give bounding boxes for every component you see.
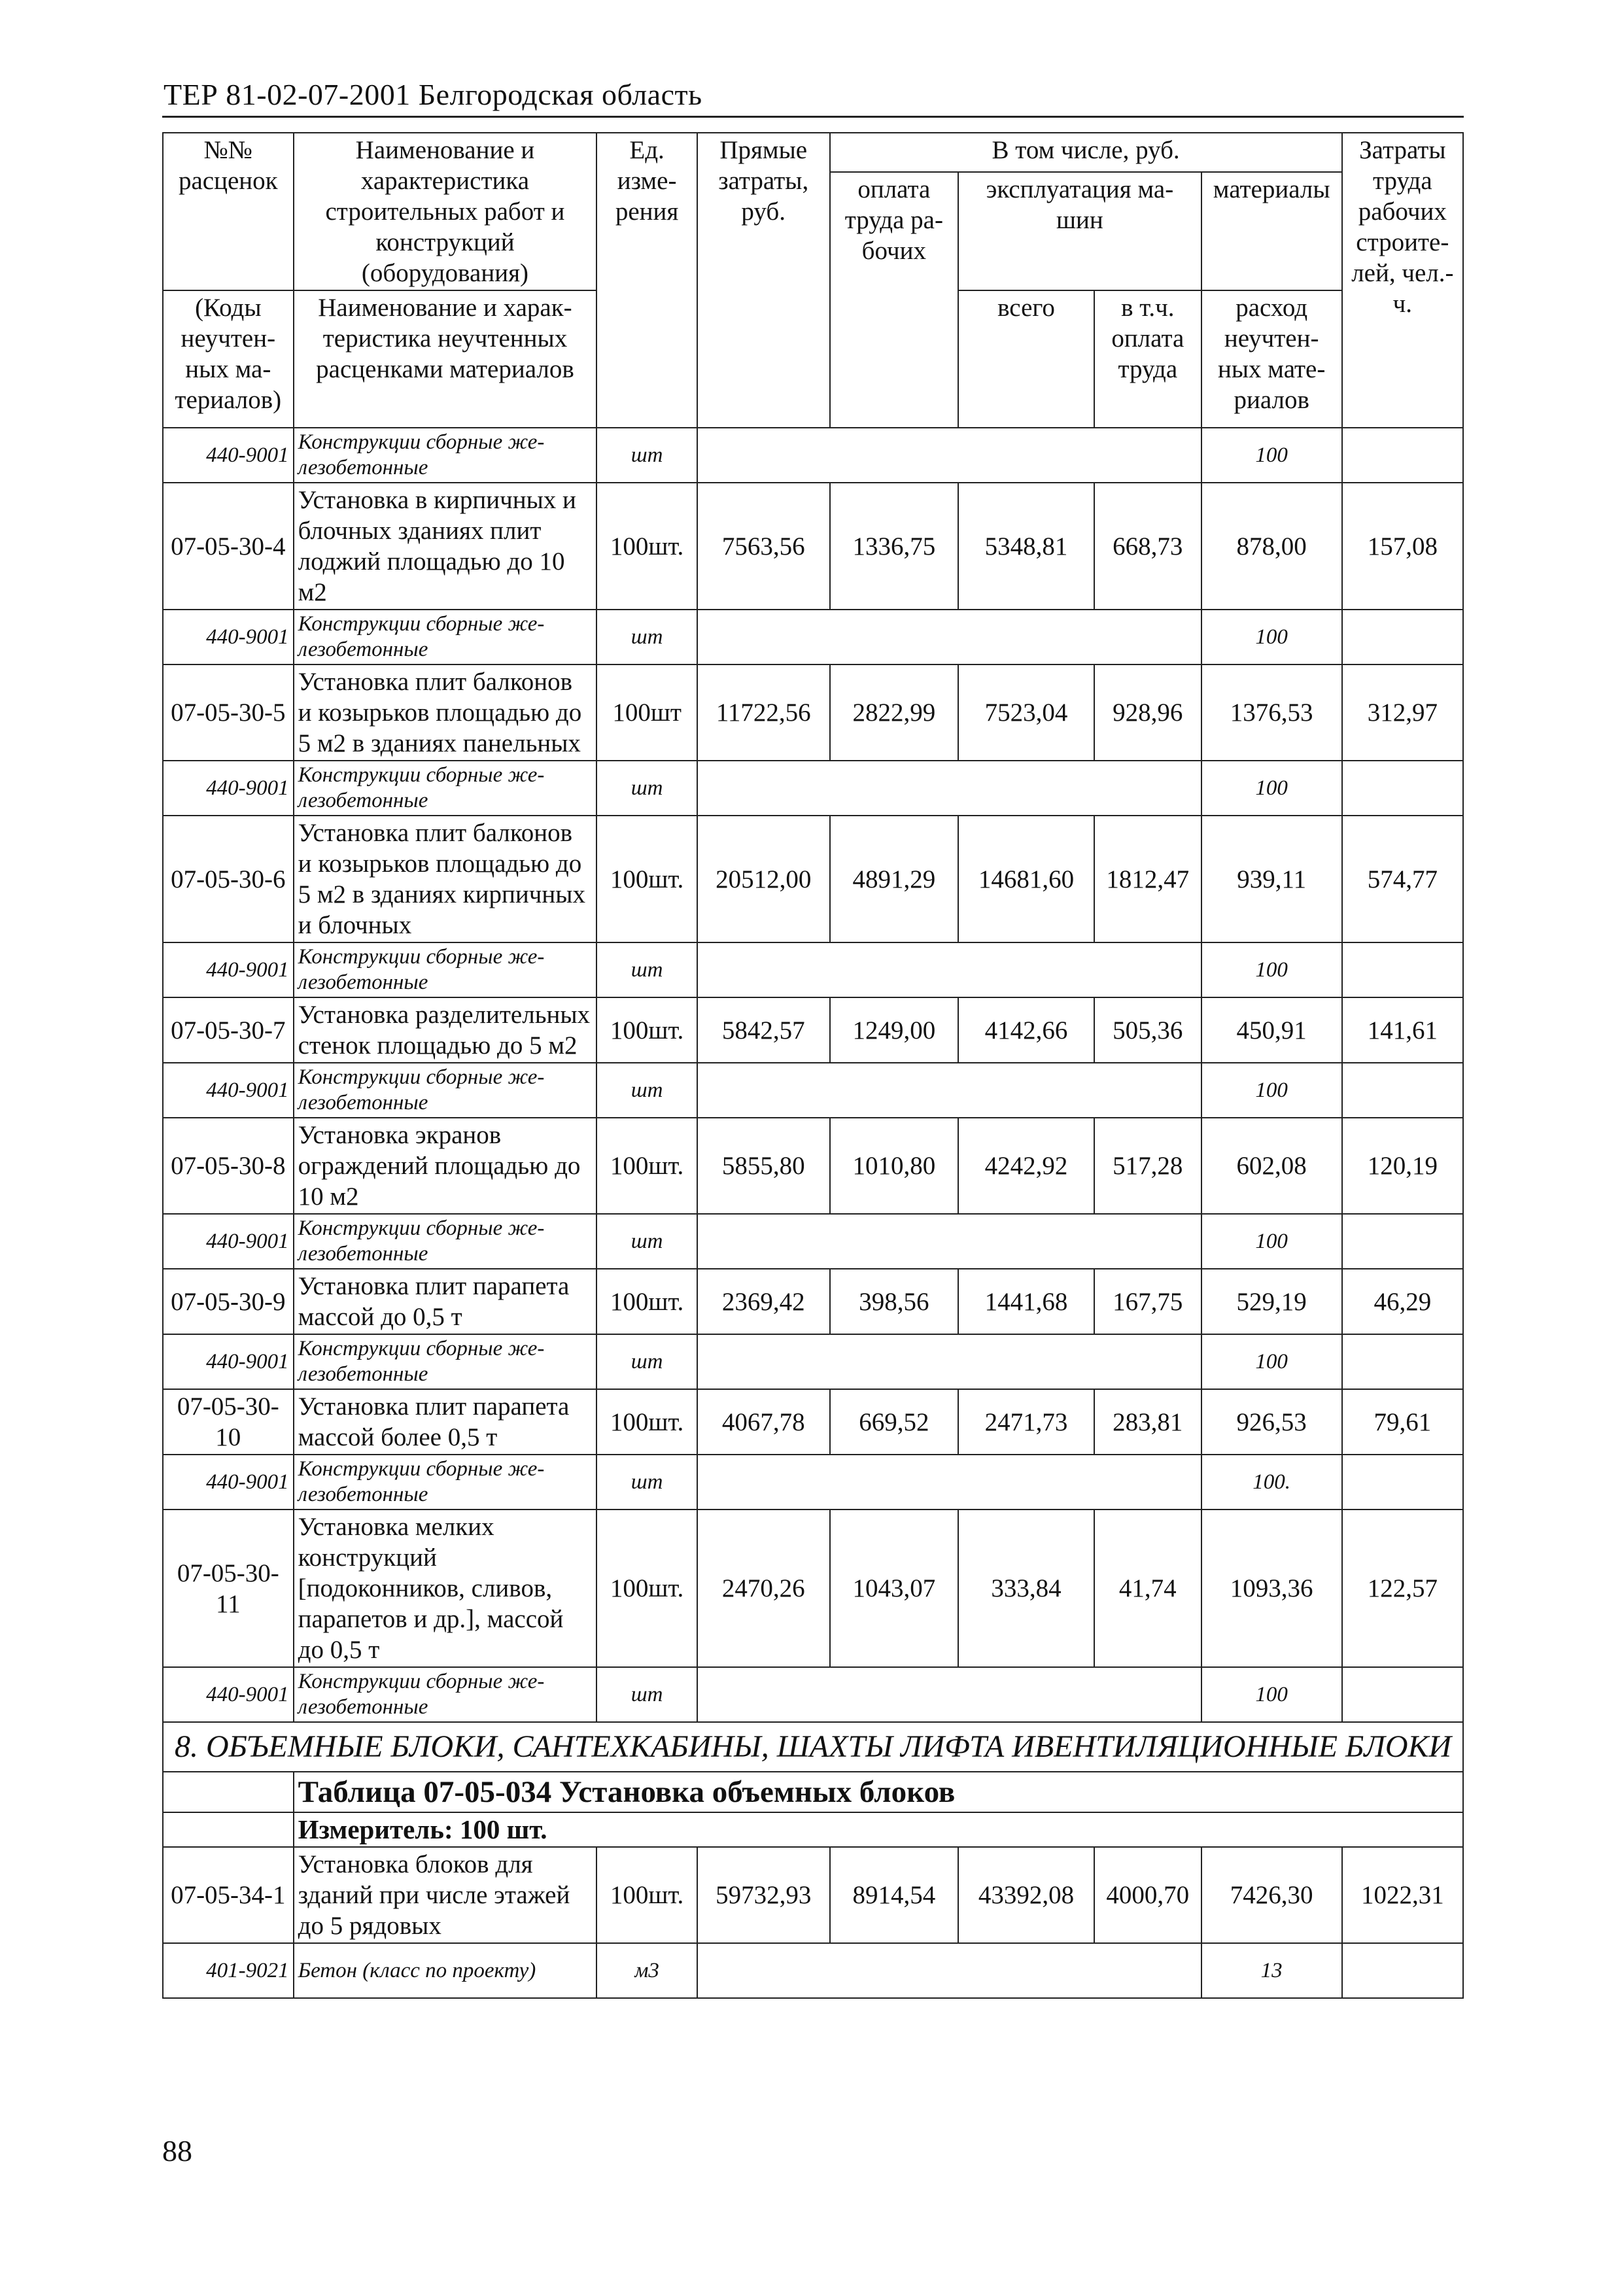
rate-direct-cost: 2369,42: [697, 1269, 830, 1334]
material-row: [163, 428, 1463, 483]
material-name: Бетон (класс по проекту): [294, 1943, 597, 1998]
material-labor-blank: [1342, 1214, 1463, 1269]
table-body: [163, 428, 1463, 1722]
header-unit: Ед. изме-рения: [596, 133, 697, 428]
rate-code: 07-05-30-6: [163, 816, 294, 942]
table2-title-spacer: [163, 1772, 294, 1812]
rate-machines-wages: 41,74: [1094, 1510, 1201, 1667]
material-qty: 13: [1201, 1943, 1342, 1998]
material-blank: [697, 610, 1201, 664]
material-labor-blank: [1342, 610, 1463, 664]
material-code: 440-9001: [163, 1667, 294, 1722]
header-machines-wages: в т.ч. оплата труда: [1094, 290, 1201, 428]
material-qty: 100: [1201, 1214, 1342, 1269]
rate-labor: 141,61: [1342, 997, 1463, 1063]
header-machines: эксплуатация ма-шин: [958, 172, 1201, 290]
material-labor-blank: [1342, 1667, 1463, 1722]
material-qty: 100: [1201, 1334, 1342, 1389]
table2-title: Таблица 07-05-034 Установка объемных блоков: [294, 1772, 1463, 1812]
material-labor-blank: [1342, 428, 1463, 483]
rate-direct-cost: 5855,80: [697, 1118, 830, 1214]
rate-name: Установка в кирпичных и блочных зданиях плит лоджий площадью до 10 м2: [294, 483, 597, 610]
material-blank: [697, 1063, 1201, 1118]
material-unit: шт: [596, 942, 697, 997]
material-qty: 100: [1201, 1063, 1342, 1118]
material-row: [163, 1667, 1463, 1722]
rate-materials: 926,53: [1201, 1389, 1342, 1455]
page-header-title: ТЕР 81-02-07-2001 Белгородская область: [164, 78, 702, 111]
material-code: 440-9001: [163, 942, 294, 997]
material-code: 440-9001: [163, 428, 294, 483]
rate-machines: 1441,68: [958, 1269, 1094, 1334]
header-labor: Затраты труда рабочих строите-лей, чел.-ч.: [1342, 133, 1463, 428]
material-labor-blank: [1342, 1063, 1463, 1118]
rate-unit: 100шт.: [596, 997, 697, 1063]
section-title: 8. ОБЪЕМНЫЕ БЛОКИ, САНТЕХКАБИНЫ, ШАХТЫ ЛИФТА ИВЕНТИЛЯЦИОННЫЕ БЛОКИ: [163, 1722, 1463, 1772]
rate-labor: 312,97: [1342, 664, 1463, 761]
rate-labor: 574,77: [1342, 816, 1463, 942]
rate-machines-wages: 4000,70: [1094, 1847, 1201, 1943]
rate-machines-wages: 517,28: [1094, 1118, 1201, 1214]
rate-wages: 1249,00: [830, 997, 959, 1063]
material-blank: [697, 1455, 1201, 1510]
material-qty: 100: [1201, 761, 1342, 816]
rate-code: 07-05-30-9: [163, 1269, 294, 1334]
material-code: 440-9001: [163, 1455, 294, 1510]
material-name: Конструкции сборные же-лезобетонные: [294, 761, 597, 816]
rate-unit: 100шт.: [596, 816, 697, 942]
rate-direct-cost: 20512,00: [697, 816, 830, 942]
rate-machines-wages: 283,81: [1094, 1389, 1201, 1455]
rate-code: 07-05-30-8: [163, 1118, 294, 1214]
rate-code: 07-05-30-7: [163, 997, 294, 1063]
rate-direct-cost: 11722,56: [697, 664, 830, 761]
material-blank: [697, 1943, 1201, 1998]
material-row: [163, 761, 1463, 816]
material-name: Конструкции сборные же-лезобетонные: [294, 1455, 597, 1510]
rate-name: Установка разделительных стенок площадью до 5 м2: [294, 997, 597, 1063]
material-name: Конструкции сборные же-лезобетонные: [294, 1063, 597, 1118]
rate-materials: 7426,30: [1201, 1847, 1342, 1943]
rate-direct-cost: 59732,93: [697, 1847, 830, 1943]
header-materials: материалы: [1201, 172, 1342, 290]
rate-unit: 100шт.: [596, 1847, 697, 1943]
rate-labor: 122,57: [1342, 1510, 1463, 1667]
header-machines-total: всего: [958, 290, 1094, 428]
rate-row: [163, 997, 1463, 1063]
rate-code: 07-05-30-11: [163, 1510, 294, 1667]
material-blank: [697, 942, 1201, 997]
table2-body: [163, 1847, 1463, 1998]
material-labor-blank: [1342, 761, 1463, 816]
rate-machines-wages: 505,36: [1094, 997, 1201, 1063]
rate-direct-cost: 2470,26: [697, 1510, 830, 1667]
rate-machines-wages: 668,73: [1094, 483, 1201, 610]
rate-materials: 1376,53: [1201, 664, 1342, 761]
rate-code: 07-05-30-10: [163, 1389, 294, 1455]
rate-row: [163, 1389, 1463, 1455]
material-row: [163, 1943, 1463, 1998]
header-code: №№ расценок: [163, 133, 294, 290]
material-code: 440-9001: [163, 610, 294, 664]
rate-name: Установка мелких конструкций [подоконников, сливов, парапетов и др.], массой до 0,5 т: [294, 1510, 597, 1667]
rate-code: 07-05-34-1: [163, 1847, 294, 1943]
material-qty: 100: [1201, 610, 1342, 664]
rate-direct-cost: 5842,57: [697, 997, 830, 1063]
rate-machines: 43392,08: [958, 1847, 1094, 1943]
material-row: [163, 942, 1463, 997]
rate-labor: 79,61: [1342, 1389, 1463, 1455]
header-name-2: Наименование и харак-теристика неучтенных расценками материалов: [294, 290, 597, 428]
rate-wages: 8914,54: [830, 1847, 959, 1943]
material-labor-blank: [1342, 1943, 1463, 1998]
rate-row: [163, 664, 1463, 761]
rate-machines-wages: 167,75: [1094, 1269, 1201, 1334]
material-unit: шт: [596, 1667, 697, 1722]
header-rule: [162, 116, 1464, 118]
rate-wages: 1336,75: [830, 483, 959, 610]
material-name: Конструкции сборные же-лезобетонные: [294, 610, 597, 664]
rate-wages: 1010,80: [830, 1118, 959, 1214]
rate-wages: 1043,07: [830, 1510, 959, 1667]
rate-machines: 14681,60: [958, 816, 1094, 942]
rate-row: [163, 1847, 1463, 1943]
rate-unit: 100шт.: [596, 1118, 697, 1214]
rate-materials: 939,11: [1201, 816, 1342, 942]
material-name: Конструкции сборные же-лезобетонные: [294, 942, 597, 997]
rates-table: [162, 132, 1464, 1999]
rate-wages: 398,56: [830, 1269, 959, 1334]
material-qty: 100: [1201, 1667, 1342, 1722]
rate-unit: 100шт: [596, 664, 697, 761]
material-blank: [697, 761, 1201, 816]
material-code: 440-9001: [163, 1334, 294, 1389]
rate-materials: 602,08: [1201, 1118, 1342, 1214]
material-row: [163, 610, 1463, 664]
rate-name: Установка плит парапета массой до 0,5 т: [294, 1269, 597, 1334]
material-name: Конструкции сборные же-лезобетонные: [294, 1214, 597, 1269]
rate-name: Установка блоков для зданий при числе этажей до 5 рядовых: [294, 1847, 597, 1943]
rate-direct-cost: 7563,56: [697, 483, 830, 610]
material-unit: шт: [596, 1214, 697, 1269]
material-unit: шт: [596, 428, 697, 483]
material-unit: м3: [596, 1943, 697, 1998]
rate-machines: 333,84: [958, 1510, 1094, 1667]
rate-wages: 4891,29: [830, 816, 959, 942]
table2-measure: Измеритель: 100 шт.: [294, 1812, 1463, 1847]
rate-machines: 4242,92: [958, 1118, 1094, 1214]
material-code: 440-9001: [163, 761, 294, 816]
section-block: [163, 1722, 1463, 1847]
rate-row: [163, 1269, 1463, 1334]
rate-name: Установка плит балконов и козырьков площадью до 5 м2 в зданиях кирпичных и блочных: [294, 816, 597, 942]
material-blank: [697, 1334, 1201, 1389]
rate-name: Установка экранов ограждений площадью до 10 м2: [294, 1118, 597, 1214]
rate-name: Установка плит парапета массой более 0,5 т: [294, 1389, 597, 1455]
rate-machines: 4142,66: [958, 997, 1094, 1063]
rate-unit: 100шт.: [596, 483, 697, 610]
material-blank: [697, 1214, 1201, 1269]
material-blank: [697, 1667, 1201, 1722]
material-unit: шт: [596, 1455, 697, 1510]
rate-wages: 2822,99: [830, 664, 959, 761]
material-name: Конструкции сборные же-лезобетонные: [294, 1667, 597, 1722]
material-code: 440-9001: [163, 1214, 294, 1269]
rate-machines-wages: 1812,47: [1094, 816, 1201, 942]
table2-measure-spacer: [163, 1812, 294, 1847]
material-unit: шт: [596, 1063, 697, 1118]
rate-machines: 2471,73: [958, 1389, 1094, 1455]
material-unit: шт: [596, 1334, 697, 1389]
rate-row: [163, 816, 1463, 942]
rate-code: 07-05-30-5: [163, 664, 294, 761]
rate-labor: 157,08: [1342, 483, 1463, 610]
rate-unit: 100шт.: [596, 1269, 697, 1334]
material-unit: шт: [596, 761, 697, 816]
header-direct: Прямые затраты, руб.: [697, 133, 830, 428]
header-wages: оплата труда ра-бочих: [830, 172, 959, 428]
material-row: [163, 1214, 1463, 1269]
rate-direct-cost: 4067,78: [697, 1389, 830, 1455]
rate-wages: 669,52: [830, 1389, 959, 1455]
material-name: Конструкции сборные же-лезобетонные: [294, 1334, 597, 1389]
material-row: [163, 1063, 1463, 1118]
rate-labor: 46,29: [1342, 1269, 1463, 1334]
material-code: 401-9021: [163, 1943, 294, 1998]
rate-materials: 450,91: [1201, 997, 1342, 1063]
rate-materials: 1093,36: [1201, 1510, 1342, 1667]
rate-machines: 5348,81: [958, 483, 1094, 610]
material-blank: [697, 428, 1201, 483]
header-code-2: (Коды неучтен-ных ма-териалов): [163, 290, 294, 428]
material-qty: 100: [1201, 428, 1342, 483]
rate-name: Установка плит балконов и козырьков площадью до 5 м2 в зданиях панельных: [294, 664, 597, 761]
material-row: [163, 1455, 1463, 1510]
rate-materials: 878,00: [1201, 483, 1342, 610]
page-number: 88: [162, 2134, 192, 2167]
header-materials-usage: расход неучтен-ных мате-риалов: [1201, 290, 1342, 428]
rate-labor: 120,19: [1342, 1118, 1463, 1214]
rate-unit: 100шт.: [596, 1389, 697, 1455]
rate-labor: 1022,31: [1342, 1847, 1463, 1943]
material-labor-blank: [1342, 1455, 1463, 1510]
material-qty: 100.: [1201, 1455, 1342, 1510]
material-row: [163, 1334, 1463, 1389]
table-header: [163, 133, 1463, 428]
material-name: Конструкции сборные же-лезобетонные: [294, 428, 597, 483]
rate-machines-wages: 928,96: [1094, 664, 1201, 761]
rate-row: [163, 1510, 1463, 1667]
rate-code: 07-05-30-4: [163, 483, 294, 610]
material-unit: шт: [596, 610, 697, 664]
material-qty: 100: [1201, 942, 1342, 997]
rate-unit: 100шт.: [596, 1510, 697, 1667]
rate-row: [163, 1118, 1463, 1214]
header-including: В том числе, руб.: [830, 133, 1342, 172]
material-labor-blank: [1342, 1334, 1463, 1389]
header-name: Наименование и характеристика строительных работ и конструкций (оборудования): [294, 133, 597, 290]
material-code: 440-9001: [163, 1063, 294, 1118]
rate-materials: 529,19: [1201, 1269, 1342, 1334]
rate-row: [163, 483, 1463, 610]
material-labor-blank: [1342, 942, 1463, 997]
rate-machines: 7523,04: [958, 664, 1094, 761]
